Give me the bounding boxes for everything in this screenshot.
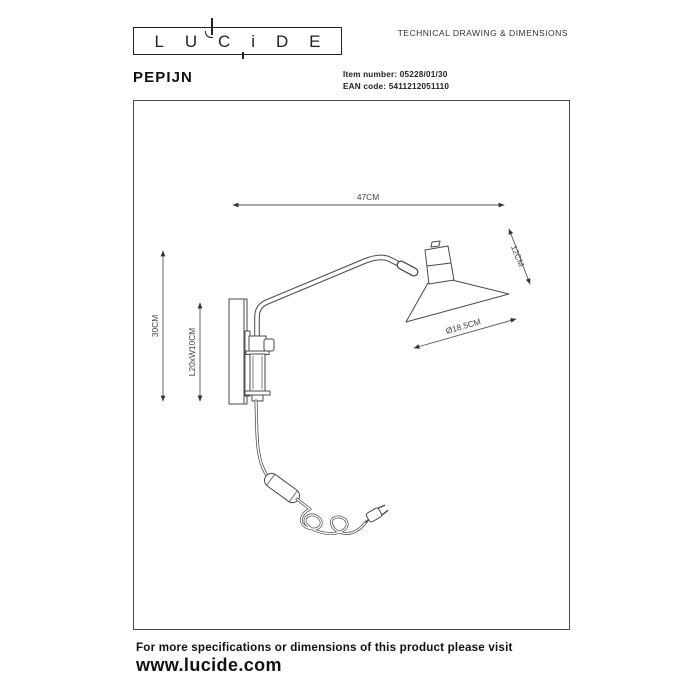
dim-shade-diameter-label: Ø18.5CM bbox=[444, 316, 482, 336]
bracket-knob bbox=[264, 339, 274, 351]
wall-bracket bbox=[245, 331, 274, 401]
wall-plate bbox=[229, 299, 247, 404]
dim-overall-height-label: 30CM bbox=[150, 314, 160, 338]
item-number-value: 05228/01/30 bbox=[399, 70, 448, 79]
document-title: TECHNICAL DRAWING & DIMENSIONS bbox=[397, 28, 568, 38]
inline-switch bbox=[262, 471, 303, 506]
dim-shade-diameter bbox=[414, 316, 516, 348]
dim-arm-reach bbox=[233, 192, 504, 205]
ean-value: 5411212051110 bbox=[388, 81, 450, 91]
dim-backplate bbox=[187, 303, 200, 401]
ean-row bbox=[343, 81, 449, 93]
item-number-row bbox=[343, 69, 449, 81]
logo-letter: i bbox=[251, 31, 256, 51]
logo-descender-mark bbox=[242, 52, 244, 59]
plug-prong bbox=[382, 511, 389, 515]
dim-overall-height bbox=[150, 251, 163, 401]
lamp-arm bbox=[257, 257, 413, 340]
logo-letter: D bbox=[275, 31, 289, 51]
plug-prong bbox=[378, 505, 385, 509]
logo-letter: E bbox=[309, 31, 321, 51]
footer-website: www.lucide.com bbox=[136, 655, 282, 675]
ean-label: EAN code: bbox=[343, 81, 387, 91]
logo-letter: C bbox=[218, 31, 231, 51]
logo-letter: L bbox=[154, 31, 164, 51]
dim-backplate-label: L20xW10CM bbox=[187, 327, 197, 377]
lamp-shade bbox=[406, 280, 509, 322]
product-name: PEPIJN bbox=[133, 69, 193, 86]
power-cord bbox=[256, 401, 272, 482]
footer-note: For more specifications or dimensions of this product please visit bbox=[136, 641, 513, 654]
power-plug bbox=[365, 504, 388, 523]
lamp-head bbox=[425, 241, 454, 284]
arm-head-joint bbox=[401, 265, 414, 272]
logo-letter: U bbox=[184, 31, 198, 51]
product-meta bbox=[343, 69, 449, 93]
technical-drawing bbox=[133, 100, 571, 631]
cord-loops bbox=[297, 499, 366, 533]
brand-logo bbox=[133, 27, 342, 55]
dim-head-length bbox=[509, 229, 530, 284]
dim-arm-reach-label: 47CM bbox=[356, 192, 380, 202]
dim-head-length-label: 12CM bbox=[508, 243, 527, 269]
head-nub bbox=[431, 241, 440, 247]
lamp-illustration bbox=[229, 241, 509, 533]
item-number-label: Item number: bbox=[343, 70, 398, 79]
